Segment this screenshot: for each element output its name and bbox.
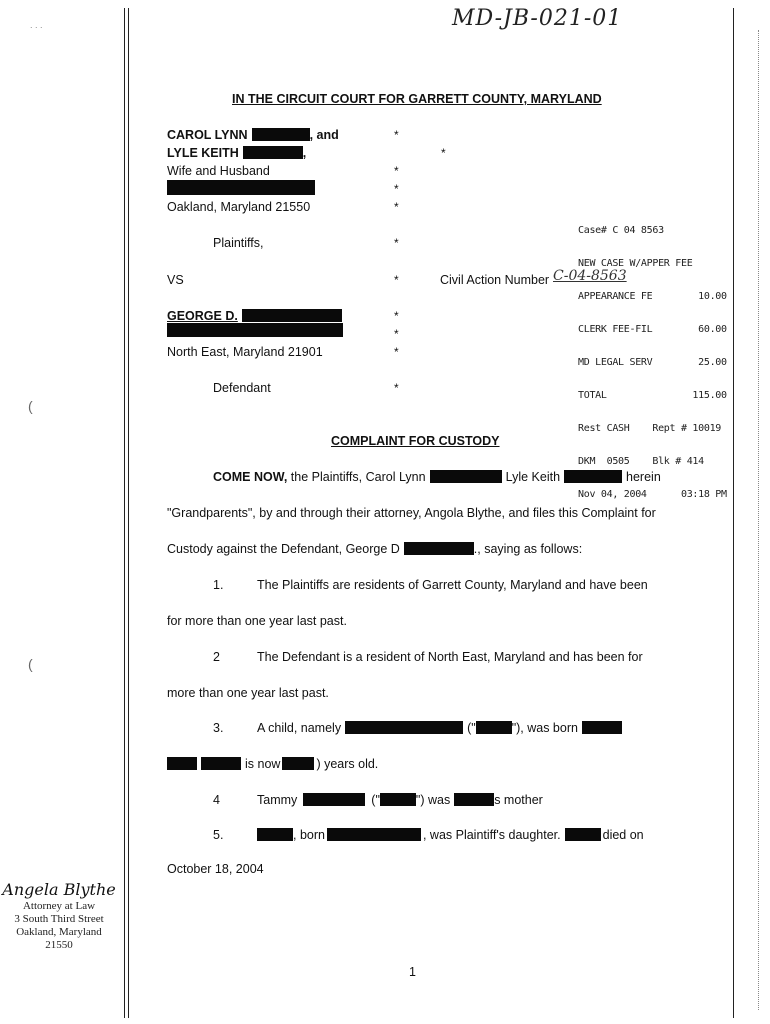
scan-mark: . . . (30, 20, 43, 30)
redaction-bar (167, 323, 343, 337)
item5-text-a: , born (293, 828, 325, 842)
redaction-bar (404, 542, 474, 555)
redaction-bar (303, 793, 365, 806)
margin-rule-left-inner (128, 8, 129, 1018)
intro-text-c: herein (626, 470, 661, 484)
redaction-bar (167, 757, 197, 770)
plaintiff-city: Oakland, Maryland 21550 (167, 200, 311, 214)
intro-text-a: the Plaintiffs, Carol Lynn (287, 470, 426, 484)
caption-star: * (394, 236, 399, 250)
redaction-bar (345, 721, 463, 734)
item5-line (257, 828, 644, 842)
redaction-bar (167, 180, 315, 195)
redaction-bar (327, 828, 421, 841)
item3-text-d: is now (245, 757, 281, 771)
redaction-bar (380, 793, 416, 806)
item3-line1 (257, 721, 622, 735)
attorney-title: Attorney at Law (22, 900, 96, 912)
stamp-line: Case# C 04 8563 (578, 225, 664, 236)
versus-label: VS (167, 273, 184, 287)
attorney-street: 3 South Third Street (14, 913, 104, 925)
caption-star: * (394, 327, 399, 341)
item5-number: 5. (213, 828, 224, 842)
stamp-line: CLERK FEE-FIL 60.00 (578, 324, 727, 335)
item5-text-c: died on (602, 828, 644, 842)
redaction-bar (257, 828, 293, 841)
stamp-line: TOTAL 115.00 (578, 390, 727, 401)
item3-text-b: (" (467, 721, 476, 735)
intro-line1 (213, 470, 661, 484)
civil-action-number: C-04-8563 (553, 268, 627, 284)
intro-line2: "Grandparents", by and through their attorney, Angola Blythe, and files this Complaint for (167, 506, 656, 520)
stamp-line: DKM 0505 Blk # 414 (578, 456, 704, 467)
item5-text-b: , was Plaintiff's daughter. (422, 828, 561, 842)
stamp-line: Rest CASH Rept # 10019 (578, 423, 722, 434)
relation-text: Wife and Husband (167, 164, 270, 178)
item1-text-b: for more than one year last past. (167, 614, 347, 628)
civil-action-label: Civil Action Number (440, 273, 550, 287)
plaintiff-name-2: LYLE KEITH (167, 146, 239, 160)
item4-text-d: s mother (494, 793, 543, 807)
caption-star: * (441, 146, 446, 160)
item2-number: 2 (213, 650, 220, 664)
complaint-heading: COMPLAINT FOR CUSTODY (331, 434, 500, 448)
item3-text-e: ) years old. (316, 757, 379, 771)
caption-star: * (394, 200, 399, 214)
plaintiff-name-1: CAROL LYNN (167, 128, 248, 142)
redaction-bar (243, 146, 303, 159)
plaintiffs-label: Plaintiffs, (213, 236, 264, 250)
item4-line (257, 793, 543, 807)
defendant-label: Defendant (213, 381, 271, 395)
redaction-bar (582, 721, 622, 734)
handwritten-case-id: MD-JB-021-01 (452, 6, 623, 31)
defendant-name-text: GEORGE D. (167, 309, 238, 323)
redaction-bar (454, 793, 494, 806)
page-number: 1 (409, 965, 416, 979)
item3-number: 3. (213, 721, 224, 735)
item3-text-a: A child, namely (257, 721, 342, 735)
caption-star: * (394, 381, 399, 395)
item4-text-b: (" (371, 793, 380, 807)
defendant-name (167, 309, 342, 323)
intro-line3-b: ., saying as follows: (473, 542, 583, 556)
item4-number: 4 (213, 793, 220, 807)
attorney-signature: Angela Blythe (2, 880, 116, 899)
court-title: IN THE CIRCUIT COURT FOR GARRETT COUNTY, MARYLAND (232, 92, 602, 106)
attorney-block (0, 880, 118, 952)
plaintiff-line1-suffix: , and (309, 128, 339, 142)
intro-text-b: Lyle Keith (505, 470, 561, 484)
stamp-line: MD LEGAL SERV 25.00 (578, 357, 727, 368)
attorney-city: Oakland, Maryland (16, 926, 102, 938)
caption-star: * (394, 309, 399, 323)
item1-text-a: The Plaintiffs are residents of Garrett County, Maryland and have been (257, 578, 648, 592)
item2-text-a: The Defendant is a resident of North East, Maryland and has been for (257, 650, 643, 664)
stamp-line: APPEARANCE FE 10.00 (578, 291, 727, 302)
item4-text-c: ") was (415, 793, 451, 807)
redaction-bar (242, 309, 342, 322)
caption-star: * (394, 182, 399, 196)
intro-line3 (167, 542, 582, 556)
caption-star: * (394, 345, 399, 359)
clerk-fee-stamp (578, 203, 733, 511)
scan-mark: ( (28, 656, 33, 672)
stamp-line: Nov 04, 2004 03:18 PM (578, 489, 727, 500)
intro-line3-a: Custody against the Defendant, George D (167, 542, 400, 556)
caption-star: * (394, 164, 399, 178)
margin-rule-left (124, 8, 125, 1018)
margin-rule-right (733, 8, 734, 1018)
redaction-bar (201, 757, 241, 770)
item3-line2 (167, 757, 378, 771)
plaintiff-line2-suffix: , (302, 146, 307, 160)
redaction-bar (565, 828, 601, 841)
attorney-zip: 21550 (45, 939, 73, 951)
margin-rule-right-dotted (758, 30, 760, 1010)
plaintiff-line1 (167, 128, 339, 142)
redaction-bar (430, 470, 502, 483)
caption-star: * (394, 128, 399, 142)
intro-lead: COME NOW, (213, 470, 288, 484)
item1-number: 1. (213, 578, 224, 592)
stamp-line: NEW CASE W/APPER FEE (578, 258, 693, 269)
redaction-bar (564, 470, 622, 483)
item3-text-c: "), was born (511, 721, 578, 735)
defendant-city: North East, Maryland 21901 (167, 345, 323, 359)
caption-star: * (394, 273, 399, 287)
redaction-bar (476, 721, 512, 734)
item5-line2: October 18, 2004 (167, 862, 264, 876)
item2-text-b: more than one year last past. (167, 686, 329, 700)
scan-mark: ( (28, 398, 33, 414)
redaction-bar (252, 128, 310, 141)
item4-text-a: Tammy (257, 793, 298, 807)
redaction-bar (282, 757, 314, 770)
plaintiff-line2 (167, 146, 306, 160)
